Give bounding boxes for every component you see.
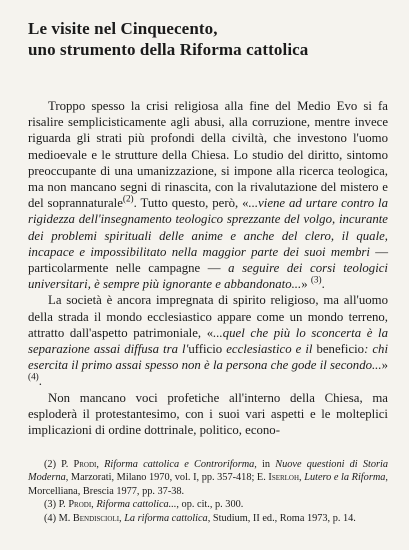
footnote-2 <box>28 458 388 498</box>
text-run: , Studium, II ed., Roma 1973, p. 14. <box>207 512 356 524</box>
text-run: » <box>301 277 311 292</box>
paragraph-3 <box>28 390 388 439</box>
text-run: La società è ancora impregnata di spirito religioso, ma all'uomo della strada il mondo ecclesiastico appare come un mondo terreno, attratto dall'aspetto patrimoniale, « <box>28 293 388 340</box>
text-run: , Morcelliana, Brescia 1977, pp. 37-38. <box>28 472 388 497</box>
text-run: Bendiscioli <box>72 512 120 524</box>
text-run: ...viene ad urtare contro la rigidezza dell'insegnamento teologico sprezzante del volgo, incurante dei problemi spirituali delle anime e anche del clero, il quale, incapace e impossibilitato nella maggior parte dei suoi membri <box>28 196 388 259</box>
text-run: (4) M. <box>44 512 73 524</box>
footnote-4 <box>28 512 388 525</box>
text-run: . <box>38 374 42 389</box>
text-run: , <box>91 499 97 511</box>
text-run: Prodi <box>68 499 92 511</box>
body-text <box>28 98 388 438</box>
text-run: ...quel che più lo sconcerta è la separazione assai diffusa tra l' <box>28 325 388 357</box>
text-run: » <box>381 358 388 373</box>
text-run: , Marzorati, Milano 1970, vol. I, pp. 357-418; E. <box>65 472 269 484</box>
text-run: . <box>321 277 325 292</box>
text-run: Riforma cattolica e Controriforma <box>104 459 255 470</box>
text-run: : chi esercita il primo assai spesso non è la persona che gode il secondo... <box>28 342 388 373</box>
footnotes <box>28 458 388 525</box>
footnote-3 <box>28 498 388 511</box>
text-run: Lutero e la Riforma <box>304 472 386 484</box>
text-run: (3) P. <box>44 499 69 511</box>
title-line-1: Le visite nel Cinquecento, <box>28 19 218 38</box>
text-run: ufficio <box>188 342 223 357</box>
text-run: La riforma cattolica <box>124 512 208 524</box>
footnote-ref: (3) <box>310 274 322 285</box>
text-run: Riforma cattolica... <box>96 499 177 511</box>
text-run: beneficio <box>316 342 365 357</box>
paragraph-2 <box>28 292 388 389</box>
text-run: Non mancano voci profetiche all'interno della Chiesa, ma esploderà il protestantesimo, con i suoi vari aspetti e le molteplici implicazioni di ordine dottrinale, politico, econo- <box>28 390 388 438</box>
text-run: , <box>96 459 105 470</box>
text-run: ecclesiastico e il <box>222 342 317 357</box>
text-run: . Tutto questo, però, « <box>133 196 249 211</box>
text-run: — particolarmente nelle campagne — <box>28 244 388 276</box>
text-run: , <box>299 472 305 484</box>
paragraph-1 <box>28 98 388 292</box>
text-run: , in <box>254 459 276 470</box>
text-run: a seguire dei corsi teologici universitari, è sempre più ignorante e abbandonato... <box>28 261 388 292</box>
text-run: , <box>119 512 125 524</box>
footnote-ref: (2) <box>122 193 134 204</box>
text-run: , op. cit., p. 300. <box>176 499 244 511</box>
title-line-2: uno strumento della Riforma cattolica <box>28 40 309 59</box>
text-run: Iserloh <box>268 472 300 484</box>
text-run: Troppo spesso la crisi religiosa alla fine del Medio Evo si fa risalire semplicisticamente agli abusi, alla corruzione, mentre invece riguarda gli strati più profondi della civiltà, che investono l'uomo medioevale e le strutture della Chiesa. Lo studio del diritto, sintomo preoccupante di una umanizzazione, si impone alla ricerca teologica, ma non mancano segni di rinascita, con la rivalutazione del mistero e del soprannaturale <box>28 99 388 211</box>
text-run: Nuove questioni di Storia Moderna <box>28 459 389 484</box>
text-run: Prodi <box>73 459 97 470</box>
text-run: (2) P. <box>44 459 74 470</box>
footnote-ref: (4) <box>28 372 39 383</box>
page-title <box>28 18 308 60</box>
